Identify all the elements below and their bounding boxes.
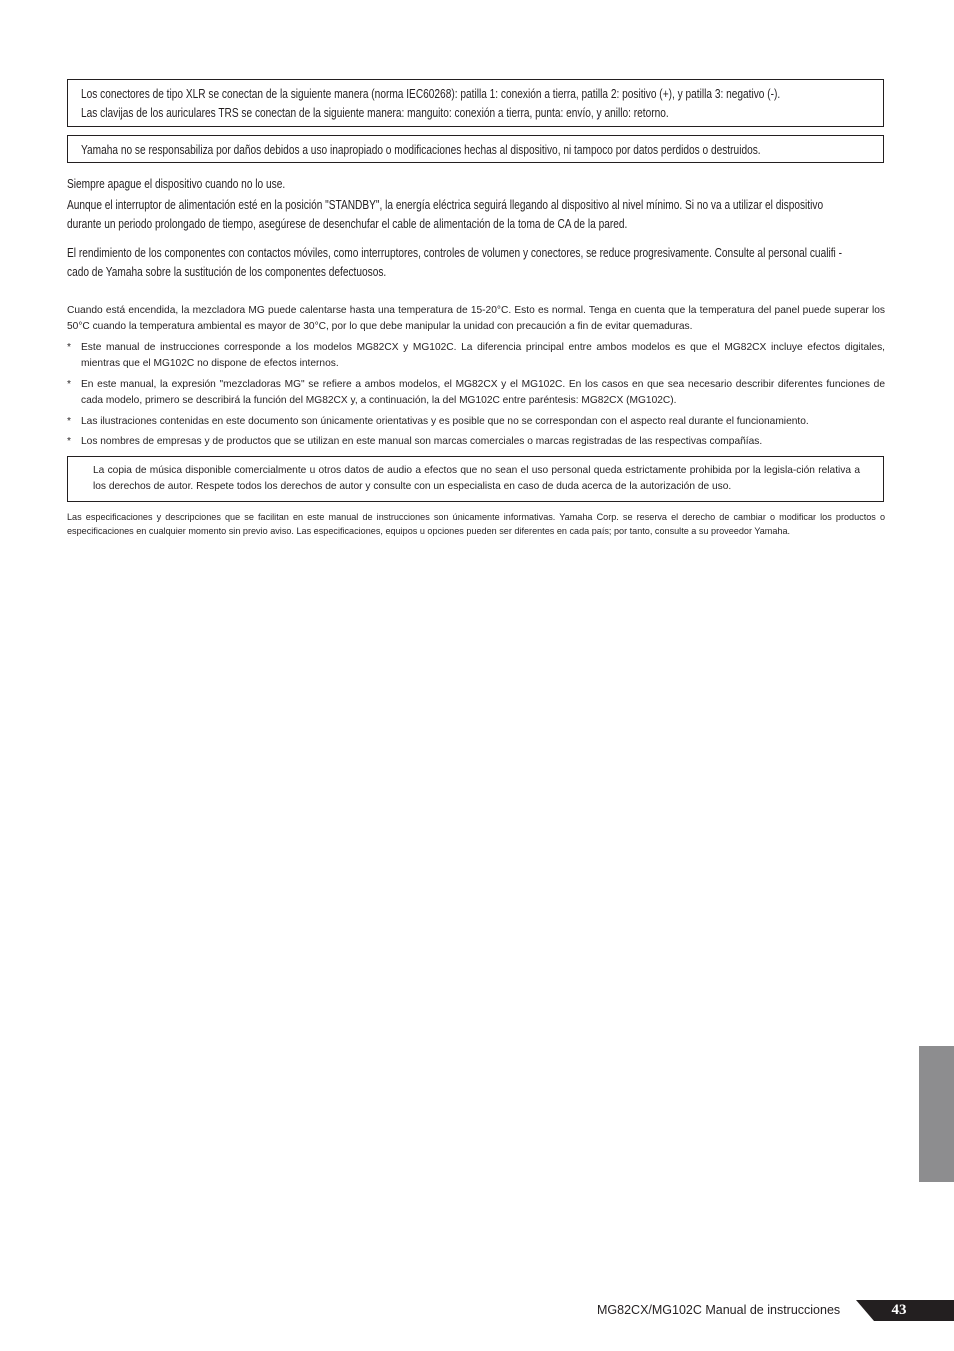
xlr-notice-line-2: Las clavijas de los auriculares TRS se conectan de la siguiente manera: manguito: conexión a tierra, punta: envío, y anillo: retorno. bbox=[81, 105, 669, 120]
note-bullet: * bbox=[67, 379, 71, 390]
section-side-tab bbox=[919, 1046, 954, 1182]
note-bullet: * bbox=[67, 342, 71, 353]
note-text: En este manual, la expresión "mezcladoras MG" se refiere a ambos modelos, el MG82CX y el MG102C. En los casos en que sea necesario describir diferentes funciones de cada modelo, primero se describirá la función del MG82CX y, a continuación, la del MG102C entre paréntesis: MG82CX (MG102C). bbox=[81, 379, 885, 406]
xlr-notice-box bbox=[67, 79, 884, 127]
footer-manual-title: MG82CX/MG102C Manual de instrucciones bbox=[597, 1303, 841, 1317]
note-bullet: * bbox=[67, 416, 71, 427]
power-paragraph-line-1: Aunque el interruptor de alimentación esté en la posición "STANDBY", la energía eléctrica seguirá llegando al dispositivo al nivel mínimo. Si no va a utilizar el dispositivo bbox=[67, 197, 824, 212]
power-paragraph bbox=[67, 195, 823, 233]
specifications-notice: Las especificaciones y descripciones que se facilitan en este manual de instrucciones son únicamente informativas. Yamaha Corp. se reserva el derecho de cambiar o modificar los productos o especificaciones en cualquier momento sin previo aviso. Las especificaciones, equipos u opciones pueden ser diferentes en cada país; por tanto, consulte a su proveedor Yamaha. bbox=[67, 512, 885, 536]
components-paragraph-line-1: El rendimiento de los componentes con contactos móviles, como interruptores, controles de volumen y conectores, se reduce progresivamente. Consulte al personal cualifi - bbox=[67, 245, 842, 260]
power-paragraph-line-2: durante un periodo prolongado de tiempo, asegúrese de desenchufar el cable de alimentación de la toma de CA de la pared. bbox=[67, 216, 628, 231]
note-text: Las ilustraciones contenidas en este documento son únicamente orientativas y es posible que no se correspondan con el aspecto real durante el funcionamiento. bbox=[81, 416, 809, 427]
xlr-notice-line-1: Los conectores de tipo XLR se conectan de la siguiente manera (norma IEC60268): patilla 1: conexión a tierra, patilla 2: positivo (+), y patilla 3: negativo (-). bbox=[81, 86, 781, 101]
note-text: Los nombres de empresas y de productos que se utilizan en este manual son marcas comerciales o marcas registradas de las respectivas compañías. bbox=[81, 436, 763, 447]
yamaha-liability-text: Yamaha no se responsabiliza por daños debidos a uso inapropiado o modificaciones hechas al dispositivo, ni tampoco por datos perdidos o destruidos. bbox=[81, 142, 761, 157]
note-text: Este manual de instrucciones corresponde a los modelos MG82CX y MG102C. La diferencia principal entre ambos modelos es que el MG82CX incluye efectos digitales, mientras que el MG102C no dispone de efectos internos. bbox=[81, 342, 885, 369]
page-number: 43 bbox=[891, 1302, 907, 1318]
temperature-paragraph: Cuando está encendida, la mezcladora MG puede calentarse hasta una temperatura de 15-20°C. Esto es normal. Tenga en cuenta que la temperatura del panel puede superar los 50°C cuando la temperatura ambiental es mayor de 30°C, por lo que debe manipular la unidad con precaución a fin de evitar quemaduras. bbox=[67, 305, 885, 332]
yamaha-liability-box bbox=[67, 135, 884, 163]
copyright-notice-box bbox=[67, 456, 884, 502]
copyright-notice-text: La copia de música disponible comercialmente u otros datos de audio a efectos que no sean el uso personal queda estrictamente prohibida por la legisla-ción relativa a los derechos de autor. Respete todos los derechos de autor y consulte con un especialista en caso de duda acerca de la autorización de uso. bbox=[93, 465, 860, 492]
page-number-badge bbox=[856, 1300, 954, 1321]
note-bullet: * bbox=[67, 436, 71, 447]
components-paragraph bbox=[67, 243, 842, 281]
standby-paragraph: Siempre apague el dispositivo cuando no lo use. bbox=[67, 176, 286, 191]
components-paragraph-line-2: cado de Yamaha sobre la sustitución de los componentes defectuosos. bbox=[67, 264, 387, 279]
